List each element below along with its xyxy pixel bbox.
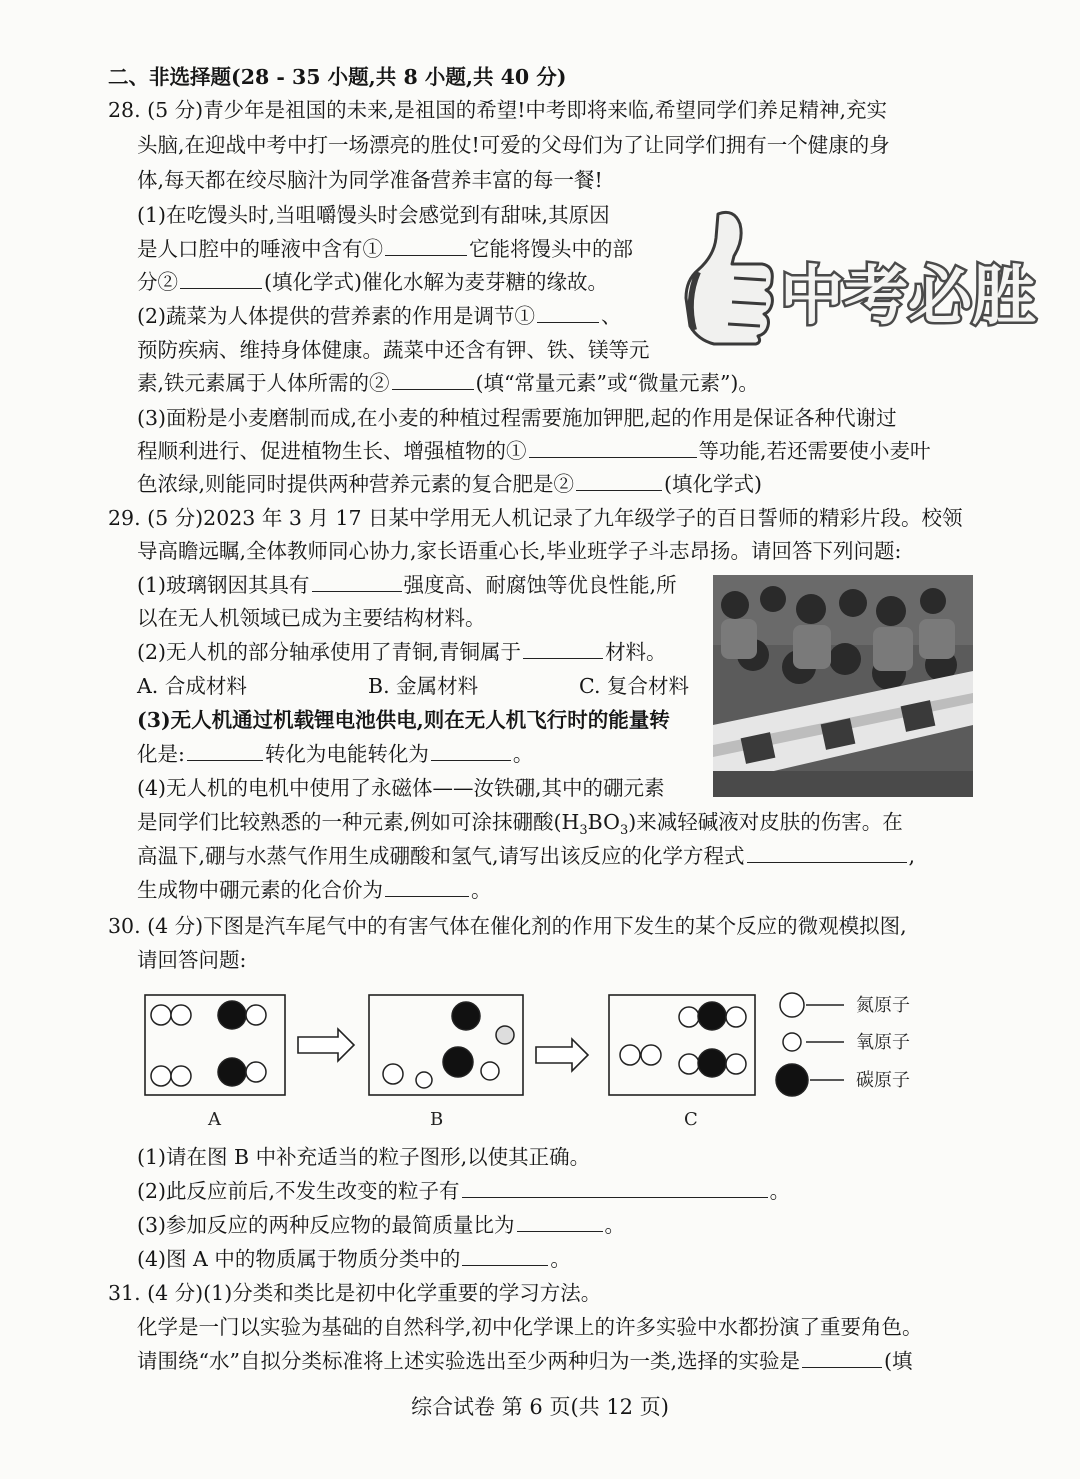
q28-blank-4[interactable] [392, 369, 474, 390]
page-footer: 综合试卷 第 6 页(共 12 页) [411, 1395, 669, 1419]
q30-part1: (1)请在图 B 中补充适当的粒子图形,以使其正确。 [137, 1145, 591, 1169]
q28-part3-line-1: (3)面粉是小麦磨制而成,在小麦的种植过程需要施加钾肥,起的作用是保证各种代谢过 [137, 406, 897, 430]
q29-subscript-2: 3 [619, 823, 629, 839]
q28-part2-text-c: 素,铁元素属于人体所需的② [137, 371, 390, 395]
q28-part1-text-a: 是人口腔中的唾液中含有① [137, 237, 383, 261]
q29-part2-text-a: (2)无人机的部分轴承使用了青铜,青铜属于 [137, 640, 522, 664]
diagram-label-a: A [208, 1109, 221, 1130]
q29-part4-line-4 [137, 876, 492, 904]
q31-line-3-text-a: 请围绕“水”自拟分类标准将上述实验选出至少两种归为一类,选择的实验是 [137, 1349, 800, 1373]
q28-line-3: 体,每天都在绞尽脑汁为同学准备营养丰富的每一餐! [137, 168, 603, 192]
q29-blank-5[interactable] [747, 842, 907, 863]
q28-part2-line-2: 预防疾病、维持身体健康。蔬菜中还含有钾、铁、镁等元 [137, 338, 650, 362]
q29-part3-text-b: 转化为电能转化为 [264, 742, 429, 766]
q30-blank-2[interactable] [517, 1211, 603, 1232]
q30-part4 [137, 1245, 571, 1273]
q29-subscript-1: 3 [579, 823, 588, 839]
q28-blank-2[interactable] [180, 268, 262, 289]
q28-part3-line-3 [137, 470, 762, 498]
q28-part2-line-1 [137, 302, 622, 330]
q28-part1-line-1: (1)在吃馒头时,当咀嚼馒头时会感觉到有甜味,其原因 [137, 203, 610, 227]
q28-part3-text-d: (填化学式) [664, 472, 763, 496]
q30-blank-1[interactable] [462, 1177, 768, 1198]
q28-part2-text-a: (2)蔬菜为人体提供的营养素的作用是调节① [137, 304, 536, 328]
q29-blank-6[interactable] [385, 876, 469, 897]
nitrogen-atom-icon [780, 993, 804, 1017]
q30-part4-text-a: (4)图 A 中的物质属于物质分类中的 [137, 1247, 461, 1271]
q29-blank-1[interactable] [312, 571, 402, 592]
q31-blank-1[interactable] [802, 1347, 882, 1368]
zhongkao-emblem [676, 206, 1036, 346]
q29-line-2: 导高瞻远瞩,全体教师同心协力,家长语重心长,毕业班学子斗志昂扬。请回答下列问题: [137, 539, 902, 563]
q30-line-2: 请回答问题: [137, 948, 247, 972]
q28-blank-5[interactable] [529, 437, 697, 458]
q28-part3-text-a: 程顺利进行、促进植物生长、增强植物的① [137, 439, 527, 463]
student-oath-photo [713, 575, 973, 797]
q30-part4-text-b: 。 [550, 1247, 571, 1271]
q29-part1-text-a: (1)玻璃钢因其具有 [137, 573, 310, 597]
diagram-label-c: C [684, 1109, 698, 1130]
q29-part1-line-1 [137, 571, 677, 599]
q29-option-a: A. 合成材料 [137, 674, 247, 698]
q29-part4-text-c: )来减轻碱液对皮肤的伤害。在 [628, 810, 903, 834]
micro-reaction-diagram [140, 985, 940, 1135]
q31-line-3 [137, 1347, 912, 1375]
q29-option-c: C. 复合材料 [579, 674, 689, 698]
q29-line-1: 29. (5 分)2023 年 3 月 17 日某中学用无人机记录了九年级学子的百日誓师的精彩片段。校领 [108, 506, 963, 530]
q28-blank-3[interactable] [537, 302, 599, 323]
q28-line-2: 头脑,在迎战中考中打一场漂亮的胜仗!可爱的父母们为了让同学们拥有一个健康的身 [137, 133, 890, 157]
q29-part3-text-c: 。 [512, 742, 534, 766]
q28-part1-line-2 [137, 235, 633, 263]
q28-part3-text-b: 等功能,若还需要使小麦叶 [698, 439, 931, 463]
legend-nitrogen-label: 氮原子 [856, 995, 910, 1016]
q28-part2-line-3 [137, 369, 759, 397]
q28-line-1: 28. (5 分)青少年是祖国的未来,是祖国的希望!中考即将来临,希望同学们养足精神,充实 [108, 98, 887, 122]
q30-part3 [137, 1211, 625, 1239]
q31-line-3-text-b: (填 [883, 1349, 913, 1373]
emblem-text: 中考必胜 [780, 260, 1036, 334]
arrow-right-icon [536, 1039, 588, 1071]
q29-part2-line-1 [137, 638, 667, 666]
diagram-label-b: B [430, 1109, 444, 1130]
q29-part4-text-g: 。 [471, 878, 492, 902]
q30-part2-text-a: (2)此反应前后,不发生改变的粒子有 [137, 1179, 460, 1203]
q29-part2-text-b: 材料。 [605, 640, 667, 664]
q30-blank-3[interactable] [462, 1245, 548, 1266]
legend-carbon-label: 碳原子 [856, 1070, 910, 1091]
q30-part3-text-a: (3)参加反应的两种反应物的最简质量比为 [137, 1213, 515, 1237]
q29-part4-text-d: 高温下,硼与水蒸气作用生成硼酸和氢气,请写出该反应的化学方程式 [137, 844, 745, 868]
q28-part1-text-c: 分② [137, 270, 178, 294]
q29-part3-line-1: (3)无人机通过机载锂电池供电,则在无人机飞行时的能量转 [137, 708, 670, 732]
q29-part4-line-2 [137, 808, 903, 845]
q29-part1-line-2: 以在无人机领域已成为主要结构材料。 [137, 606, 486, 630]
arrow-right-icon [298, 1029, 354, 1061]
q29-blank-3[interactable] [187, 740, 263, 761]
q29-blank-4[interactable] [431, 740, 511, 761]
q29-part4-line-1: (4)无人机的电机中使用了永磁体——汝铁硼,其中的硼元素 [137, 776, 665, 800]
q28-part1-text-d: (填化学式)催化水解为麦芽糖的缘故。 [264, 270, 608, 294]
q28-part3-text-c: 色浓绿,则能同时提供两种营养元素的复合肥是② [137, 472, 575, 496]
q28-part2-text-d: (填“常量元素”或“微量元素”)。 [475, 371, 759, 395]
q28-part2-text-b: 、 [601, 304, 622, 328]
q29-part3-text-a: 化是: [137, 742, 185, 766]
q29-part3-line-2 [137, 740, 533, 768]
q29-part4-text-f: 生成物中硼元素的化合价为 [137, 878, 383, 902]
q30-part2 [137, 1177, 790, 1205]
thumbs-up-icon [676, 206, 1036, 346]
q29-part4-text-b: BO [587, 810, 620, 834]
q31-line-1: 31. (4 分)(1)分类和类比是初中化学重要的学习方法。 [108, 1281, 602, 1305]
legend-oxygen-label: 氧原子 [856, 1032, 910, 1053]
q29-part4-text-a: 是同学们比较熟悉的一种元素,例如可涂抹硼酸(H [137, 810, 580, 834]
oxygen-atom-icon [783, 1033, 801, 1051]
q30-part3-text-b: 。 [604, 1213, 626, 1237]
q31-line-2: 化学是一门以实验为基础的自然科学,初中化学课上的许多实验中水都扮演了重要角色。 [137, 1315, 923, 1339]
crowd-photo-image [713, 575, 973, 797]
q29-blank-2[interactable] [523, 638, 603, 659]
q28-part3-line-2 [137, 437, 931, 465]
section-heading: 二、非选择题(28 - 35 小题,共 8 小题,共 40 分) [108, 65, 567, 89]
q28-part1-line-3 [137, 268, 608, 296]
q30-line-1: 30. (4 分)下图是汽车尾气中的有害气体在催化剂的作用下发生的某个反应的微观模拟图, [108, 914, 907, 938]
q29-part4-text-e: , [908, 844, 916, 868]
carbon-atom-icon [776, 1064, 808, 1096]
q28-blank-6[interactable] [576, 470, 662, 491]
q30-part2-text-b: 。 [769, 1179, 791, 1203]
q28-blank-1[interactable] [385, 235, 467, 256]
q28-part1-text-b: 它能将馒头中的部 [469, 237, 633, 261]
q29-part4-line-3 [137, 842, 915, 870]
q29-part1-text-b: 强度高、耐腐蚀等优良性能,所 [403, 573, 677, 597]
q29-option-b: B. 金属材料 [368, 674, 479, 698]
